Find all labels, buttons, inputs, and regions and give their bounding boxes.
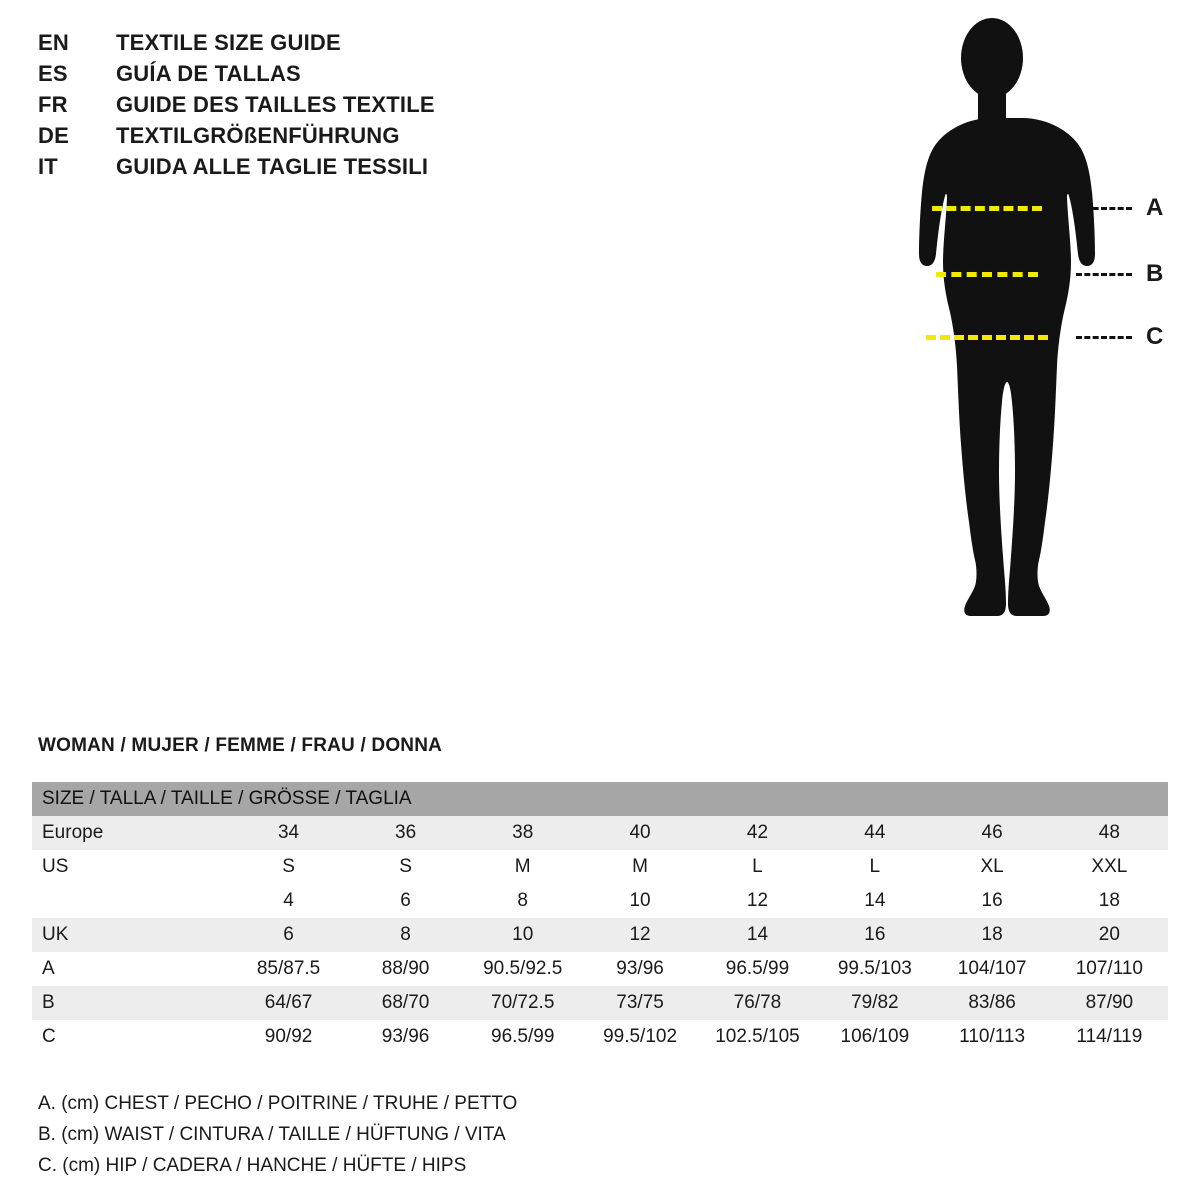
cell: 87/90 (1051, 986, 1168, 1020)
row-label: Europe (32, 816, 230, 850)
table-row (32, 1020, 1168, 1054)
cell: 16 (816, 918, 933, 952)
cell: L (816, 850, 933, 884)
language-title: TEXTILGRÖßENFÜHRUNG (116, 123, 400, 148)
cell: 85/87.5 (230, 952, 347, 986)
chest-measure-line (932, 206, 1042, 211)
row-label: US (32, 850, 230, 884)
table-row (32, 986, 1168, 1020)
table-row (32, 918, 1168, 952)
cell: S (347, 850, 464, 884)
row-label: UK (32, 918, 230, 952)
table-row (32, 952, 1168, 986)
cell: M (581, 850, 698, 884)
cell: 93/96 (347, 1020, 464, 1054)
language-code: IT (38, 154, 58, 179)
cell: XL (934, 850, 1051, 884)
cell: 114/119 (1051, 1020, 1168, 1054)
footnotes (38, 1088, 738, 1181)
language-code: ES (38, 61, 68, 86)
waist-measure-line (936, 272, 1038, 277)
cell: 68/70 (347, 986, 464, 1020)
cell: 12 (581, 918, 698, 952)
language-title-block (38, 30, 598, 185)
cell: 99.5/102 (581, 1020, 698, 1054)
cell: 107/110 (1051, 952, 1168, 986)
language-row (38, 123, 598, 154)
cell: 8 (464, 884, 581, 918)
language-code: EN (38, 30, 69, 55)
cell: 8 (347, 918, 464, 952)
cell: 102.5/105 (699, 1020, 816, 1054)
cell: 96.5/99 (464, 1020, 581, 1054)
marker-callout-c (1076, 325, 1163, 349)
cell: 70/72.5 (464, 986, 581, 1020)
cell: 16 (934, 884, 1051, 918)
body-measurement-figure (860, 10, 1190, 750)
marker-label: C (1146, 323, 1164, 350)
language-title: GUIDA ALLE TAGLIE TESSILI (116, 154, 429, 179)
cell: 14 (816, 884, 933, 918)
cell: 18 (1051, 884, 1168, 918)
cell: 10 (464, 918, 581, 952)
cell: 64/67 (230, 986, 347, 1020)
footnote-chest: A. (cm) CHEST / PECHO / POITRINE / TRUHE / PETTO (38, 1093, 518, 1114)
cell: 34 (230, 816, 347, 850)
cell: 73/75 (581, 986, 698, 1020)
cell: 6 (230, 918, 347, 952)
cell: 48 (1051, 816, 1168, 850)
language-title: TEXTILE SIZE GUIDE (116, 30, 341, 55)
table-header-label: SIZE / TALLA / TAILLE / GRÖSSE / TAGLIA (32, 782, 1168, 816)
language-title: GUÍA DE TALLAS (116, 61, 301, 86)
cell: 12 (699, 884, 816, 918)
leader-line (1076, 207, 1132, 210)
leader-line (1076, 273, 1132, 276)
cell: 40 (581, 816, 698, 850)
language-row (38, 61, 598, 92)
row-label: B (32, 986, 230, 1020)
row-label (32, 884, 230, 918)
cell: 99.5/103 (816, 952, 933, 986)
footnote-hip: C. (cm) HIP / CADERA / HANCHE / HÜFTE / HIPS (38, 1155, 467, 1176)
cell: S (230, 850, 347, 884)
female-silhouette-icon (860, 10, 1190, 750)
marker-callout-b (1076, 262, 1163, 286)
cell: 96.5/99 (699, 952, 816, 986)
cell: 93/96 (581, 952, 698, 986)
marker-callout-a (1076, 196, 1163, 220)
cell: 106/109 (816, 1020, 933, 1054)
language-title: GUIDE DES TAILLES TEXTILE (116, 92, 435, 117)
footnote-waist: B. (cm) WAIST / CINTURA / TAILLE / HÜFTUNG / VITA (38, 1124, 506, 1145)
cell: 20 (1051, 918, 1168, 952)
cell: 10 (581, 884, 698, 918)
table-row (32, 884, 1168, 918)
language-code: FR (38, 92, 68, 117)
cell: 79/82 (816, 986, 933, 1020)
language-row (38, 154, 598, 185)
language-row (38, 30, 598, 61)
cell: 90.5/92.5 (464, 952, 581, 986)
cell: M (464, 850, 581, 884)
cell: L (699, 850, 816, 884)
leader-line (1076, 336, 1132, 339)
cell: 104/107 (934, 952, 1051, 986)
language-row (38, 92, 598, 123)
marker-label: B (1146, 260, 1164, 287)
cell: XXL (1051, 850, 1168, 884)
cell: 90/92 (230, 1020, 347, 1054)
cell: 6 (347, 884, 464, 918)
cell: 36 (347, 816, 464, 850)
cell: 38 (464, 816, 581, 850)
cell: 14 (699, 918, 816, 952)
table-row (32, 816, 1168, 850)
marker-label: A (1146, 194, 1164, 221)
language-code: DE (38, 123, 69, 148)
section-heading: WOMAN / MUJER / FEMME / FRAU / DONNA (38, 735, 443, 756)
hip-measure-line (926, 335, 1048, 340)
cell: 44 (816, 816, 933, 850)
table-header-row (32, 782, 1168, 816)
cell: 110/113 (934, 1020, 1051, 1054)
row-label: C (32, 1020, 230, 1054)
size-table (32, 782, 1168, 1054)
row-label: A (32, 952, 230, 986)
cell: 76/78 (699, 986, 816, 1020)
cell: 46 (934, 816, 1051, 850)
cell: 83/86 (934, 986, 1051, 1020)
cell: 88/90 (347, 952, 464, 986)
cell: 18 (934, 918, 1051, 952)
table-row (32, 850, 1168, 884)
cell: 4 (230, 884, 347, 918)
cell: 42 (699, 816, 816, 850)
